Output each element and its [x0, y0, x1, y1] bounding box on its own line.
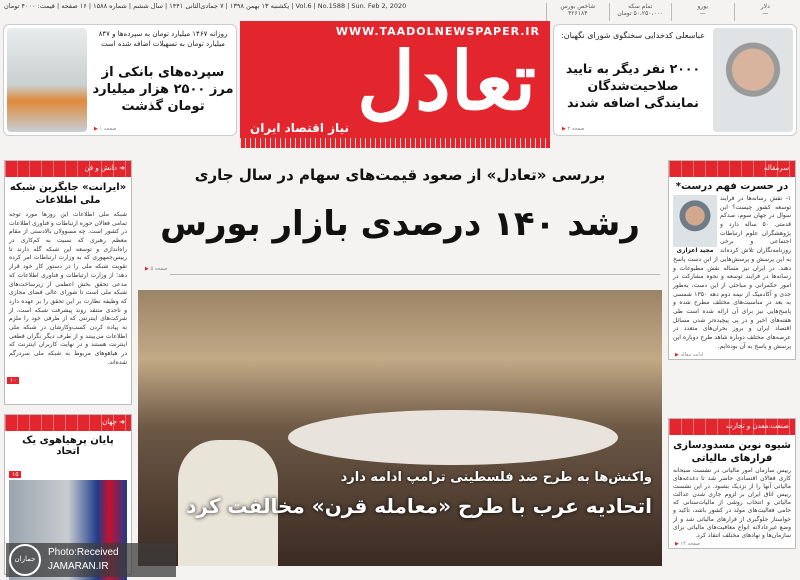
article-headline: «ایرانت» جایگزین شبکه ملی اطلاعات — [9, 182, 127, 206]
page-ref[interactable]: صفحه ۲ ▶ — [562, 126, 584, 132]
bank-photo — [7, 28, 87, 132]
page-ref[interactable]: صفحه ۵ ▶ — [145, 266, 167, 272]
arrow-icon: ➜ — [116, 164, 125, 172]
article-headline: شیوه نوین مسدودسازی فرارهای مالیاتی — [673, 440, 791, 464]
stat-coin: تمام سکه ۵۰،۲۵۰،۰۰۰ تومان — [609, 3, 672, 21]
jamaran-watermark — [6, 543, 176, 577]
teaser-headline: سپرده‌های بانکی از مرز ۲۵۰۰ هزار میلیارد تومان گذشت — [92, 65, 234, 114]
stat-bourse-index: شاخص بورس ۴۲۶۱۸۴ — [546, 3, 609, 21]
article-body: شبکه ملی اطلاعات این روزها مورد توجه تمامی فعالان حوزه ارتباطات و فناوری اطلاعات در کشور است. چه مسوولان بالادستی از مقام معظم رهبری که نسبت به کم‌کاری در راه‌اندازی و توسعه این شبکه گله دارند تا رییس‌جمهوری که به وزارت ارتباطات امر کرده تقویت شبکه ملی را در دستور کار خود قرار دهد؛ از وزارت ارتباطات و فناوری اطلاعات که مدعی تحقق بخش اعظمی از زیرساخت‌های شبکه ملی است تا شورای عالی فضای مجازی که وظیفه نظارت بر این تحقق را بر عهده دارد و تاحدی منتقد روند پیشرفت شبکه است، از شرکت‌های اینترنتی که از طرفی خود را ملزم به پیاده کردن کسب‌وکارشان در شبکه ملی اطلاعات می‌بینند و از طرف دیگر نگران قطعی اینترنت هستند و در نهایت کاربران اینترنت که در هیاهوهای مربوط به شبکه ملی سردرگم شده‌اند. — [9, 211, 127, 366]
jamaran-logo: جماران — [9, 544, 41, 576]
page-ref[interactable]: ادامه مقاله ▶ — [669, 351, 795, 359]
photo-headline[interactable]: اتحادیه عرب با طرح «معامله قرن» مخالفت کرد — [186, 494, 652, 518]
teaser-kicker: روزانه ۱۴۶۷ میلیارد تومان به سپرده‌ها و ۸۴۷ میلیارد تومان به تسهیلات اضافه شده است — [98, 30, 228, 49]
divider — [170, 274, 660, 275]
market-stats — [546, 3, 796, 21]
watermark-credit: Photo:Received — [48, 547, 119, 558]
teaser-bank-deposits[interactable] — [3, 24, 237, 136]
teaser-kicker: عباسعلی کدخدایی سخنگوی شورای نگهبان: — [561, 31, 705, 40]
teaser-guardian-council[interactable] — [553, 24, 797, 136]
main-kicker: بررسی «تعادل» از صعود قیمت‌های سهام در سال جاری — [194, 166, 606, 184]
arab-league-photo — [138, 290, 662, 566]
page-ref[interactable]: صفحه ۱۴ ▶ — [669, 540, 795, 548]
article-body: رییس سازمان امور مالیاتی در نشست صبحانه کاری فعالان اقتصادی حاضر شد تا دغدغه‌های مالیاتی آنها را از نزدیک بشنود. در این نشست رییس اتاق ایران بر لزوم جاری شدن عدالت مالیاتی و انتخاب روشی از مالیات‌ستانی که حامی فعالیت‌های مولد در کشور باشد، تاکید و خواستار جلوگیری از فرارهای مالیاتی شد و از وضع غیرعادلانه انواع معافیت‌های مالیاتی برای سازمان‌ها و نهادهای مختلف انتقاد کرد. — [673, 467, 791, 539]
column-science-tech[interactable] — [4, 160, 132, 405]
slogan: نیاز اقتصاد ایران — [250, 121, 349, 135]
page-number: ۱۵ — [9, 471, 21, 478]
stat-dollar: دلار — — [734, 3, 797, 21]
page-ref[interactable]: صفحه ۱ ▶ — [94, 126, 116, 132]
section-bar: سرمقاله — [669, 161, 795, 177]
article-headline: پایان پرهیاهوی یک اتحاد — [22, 435, 114, 457]
ruler-decoration — [240, 138, 550, 148]
arrow-icon: ➜ — [116, 418, 125, 426]
article-body: ۱- نقش رسانه‌ها در فرایند توسعه کشور چیست؟ این سوال در جهان سوم، صدکم قدمتی ۵۰ ساله دارد و پژوهشگران علوم ارتباطات اجتماعی و برخی روزنامه‌نگاران تلاش کرده‌اند به این پرسش و پرسش‌هایی از این دست پاسخ دهند. در ایران نیز مساله نقش مطبوعات و رسانه‌ها در فرایند توسعه و نحوه مشارکت در امور حکمرانی و مباحثی از این دست، به‌طور جدی و آکادمیک از نیمه دوم دهه ۱۳۵۰ شمسی به بعد در مناسبت‌های مختلف مطرح شده و پاسخ‌هایی نیز برای آن ارائه شده است طی هفته‌های اخیر و در پی پیچیده‌تر شدن مسائل اقتصاد ایران و بروز بحران‌های متعدد در عرصه‌های مختلف دوباره شاهد طرح دوباره این پرسش و پاسخ به آن بوده‌ایم. — [673, 195, 791, 350]
section-bar: ➜ دانش و فن — [5, 161, 131, 177]
author-photo — [673, 195, 717, 247]
main-headline[interactable]: رشد ۱۴۰ درصدی بازار بورس — [160, 204, 640, 244]
masthead-logo — [240, 21, 550, 148]
column-editorial[interactable] — [668, 160, 796, 360]
author-name: مجید اعزازی — [676, 247, 714, 254]
author-box — [673, 195, 717, 254]
dateline: Vol.6 | No.1588 | Sun. Feb 2, 2020 | یکشنبه ۱۳ بهمن ۱۳۹۸ | ۷ جمادی‌الثانی ۱۴۴۱ | سال ششم | شماره ۱۵۸۸ | ۱۶ صفحه | قیمت: ۴۰۰۰ تومان — [4, 2, 407, 10]
section-bar: ➜ جهان — [5, 415, 131, 431]
column-industry[interactable] — [668, 418, 796, 549]
spokesman-photo — [713, 28, 793, 132]
teaser-headline: ۲۰۰۰ نفر دیگر به تایید صلاحیت‌شدگان نمایندگی اضافه شدند — [565, 61, 701, 110]
logo-wordmark: تعادل — [357, 34, 536, 128]
website-url: WWW.TAADOLNEWSPAPER.IR — [335, 25, 540, 38]
conference-table — [288, 410, 618, 465]
article-headline: در حسرت فهم درست* — [675, 181, 789, 192]
watermark-site: JAMARAN.IR — [48, 561, 109, 572]
photo-kicker: واکنش‌ها به طرح ضد فلسطینی ترامپ ادامه دارد — [340, 470, 652, 485]
page-number: ۱۰ — [7, 377, 19, 384]
stat-euro: یورو — — [671, 3, 734, 21]
section-bar: صنعت،معدن و تجارت — [669, 419, 795, 435]
